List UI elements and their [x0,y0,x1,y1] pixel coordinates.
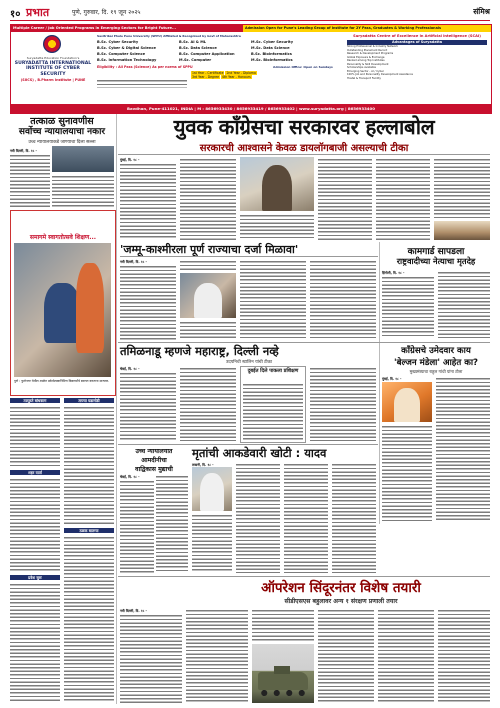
divider-left [116,114,117,704]
numbers-photo [192,467,232,511]
advantages-title: Advantages of Suryadatta [347,40,487,45]
main-body-col3 [240,213,314,240]
left-top-headline-1: तत्काळ सुनावणीस [30,116,94,127]
tn-body-col4 [310,366,376,441]
left-top-headline-2: सर्वोच्च न्यायालयाचा नकार [18,127,106,137]
jk-rule [120,256,378,257]
right1-body-col2 [438,270,490,338]
small-col-1 [10,398,60,703]
courses-left [97,39,175,63]
course-item: B.Sc. Computer Application [179,52,235,56]
main-body-col6 [434,157,490,219]
tn-inner-box-title: दुबईत दिले पाकला प्रशिक्षण [247,368,299,374]
ad-yellow-banner [243,25,491,32]
small-col-2-body [64,405,114,525]
main-body-col4 [318,157,372,240]
numbers-dateline: लखनौ, दि. १८ - [192,463,214,467]
course-item: B.Sc. Information Technology [97,58,157,62]
coe-title: Suryadatta Centre of Excellence in Artificial Intelligence (SCAI) [353,34,481,38]
oath-body-col1 [120,479,154,573]
small-col-5-title: प्रवेश सुरू [10,575,60,580]
oath-body-col2 [156,474,188,573]
numbers-body-col4 [332,462,376,573]
jk-headline: 'जम्मू-काश्मीरला पूर्ण राज्याचा दर्जा मिळावा' [120,243,299,256]
institute-sub: (SIICS) , B.Pharm Institute | PUNE [20,78,86,82]
ad-filler [97,78,187,88]
jk-body-col2 [180,259,236,271]
small-col-1-body [10,405,60,467]
main-photo-person [262,165,292,211]
numbers-body-col3 [284,462,328,573]
school-box-headline: समागमे स्वागतोत्सवे शिक्षण... [29,234,97,241]
paper-name: प्रभात [26,6,50,19]
left-top-body-2 [52,174,114,208]
main-headline: युवक काँग्रेसचा सरकारवर हल्लाबोल [173,115,435,139]
course-item: B.Sc. AI & ML [179,40,207,44]
sindoor-headline: ऑपरेशन सिंदूरनंतर विशेष तयारी [261,580,421,596]
main-body-col1 [120,162,176,240]
institute-logo [43,35,61,53]
small-col-5-body [10,582,60,703]
sindoor-body-col3 [252,608,314,642]
school-photo-caption: पुणे : फुलेनगर येथील शाळेत प्रवेशोत्सवानिमित्त विद्यार्थ्यांचे स्वागत करताना मान्यवर. [14,379,110,383]
year-item: 4th Year - Honours [222,75,251,80]
year-item: 3rd Year - Degree [192,75,220,80]
advantage-item: Outstanding Placement Record [347,48,388,52]
advantage-item: Scholarships Available [347,66,376,69]
small-col-3-title: शहर वार्ता [10,470,60,475]
tn-subhead: उदयनिधी स्टालिन यांची टीका [226,360,272,365]
right2-body-col2 [436,376,490,522]
vehicle-wheels [258,689,308,697]
right2-body-col1 [382,424,432,522]
oath-headline-3: वाद्विकास मुद्याची [135,466,173,473]
main-body-col5 [376,157,430,240]
course-item: B.Sc. Data Science [179,46,217,50]
small-col-1-title: तात्पुरते बांधकाम [10,398,60,403]
advantage-item: Global Exposure & Exchange [347,55,385,59]
date-line: पुणे, गुरुवार, दि. १९ जून २०२५ [72,9,141,16]
school-photo-adult [76,263,104,353]
course-item: B.Sc. Cyber & Digital Science [97,46,156,50]
oath-headline-1: उच्च न्यायालयात [135,448,173,455]
main-dateline: मुंबई, दि. १८ - [120,158,140,162]
sindoor-body-col2 [186,608,248,703]
course-item: M.Sc. Bioinformatics [251,58,293,62]
advantage-item: 100% Job and Personality Development Assistance [347,73,413,76]
main-photo [240,157,314,211]
ad-contact-bar [11,104,491,113]
tn-dateline: चेन्नई, दि. १८ - [120,367,140,371]
numbers-body-col2 [236,462,280,573]
divider-right [379,242,380,524]
jk-photo-person [194,283,222,318]
tn-inner-box [240,366,306,443]
small-col-2 [64,398,114,703]
course-item: B.Sc. Bioinformatics [251,52,292,56]
oath-dateline: चेन्नई, दि. १८ - [120,475,140,479]
advantages-list [347,45,487,80]
right1-headline-2: राष्ट्रवादीच्या नेत्याचा मृतदेह [396,256,476,266]
institute-name: SURYADATTA INTERNATIONAL INSTITUTE OF CYBER SECURITY [14,61,92,77]
school-photo [14,243,111,377]
vehicle-turret [274,666,290,674]
tn-inner-box-body [243,382,303,440]
advertisement [10,24,492,114]
jk-body-col3 [240,259,306,340]
ad-red-banner-text: Multiple Career / Job Oriented Programs in Emerging Sectors for Bright Future... [13,26,177,30]
year-item: 2nd Year - Diploma [226,71,256,75]
advantage-item: Research & Development Programs [347,52,394,55]
school-photo-child [44,283,80,343]
ad-right-panel [347,34,487,90]
main-body-col2 [180,157,236,240]
divider-h2 [118,444,378,445]
tn-body-col2 [180,366,236,441]
right2-photo-person [394,388,420,422]
page-number: १० [10,9,21,20]
small-col-4-body [64,535,114,703]
left-top-body [10,153,50,208]
vehicle-body [258,672,308,690]
small-col-3-body [10,477,60,572]
numbers-photo-person [200,473,224,511]
right2-headline-2: 'बेल्जन मंडेला' आहेत का? [393,358,479,368]
right2-photo [382,382,432,422]
right1-body-col1 [382,275,434,338]
course-item: M.Sc. Cyber Security [251,40,294,44]
left-top-subhead: उच्च न्यायालयाकडे जाण्याचा दिला सल्ला [28,140,96,145]
armoured-vehicle-photo [252,644,314,703]
left-top-dateline: नवी दिल्ली, दि. १८ - [10,149,37,153]
recognition-line: Suryadatta Education Foundation's [26,56,80,60]
course-item: B.Sc. Computer Science [97,52,146,56]
jk-photo [180,273,236,318]
right2-dateline: मुंबई, दि. १८ - [382,377,402,381]
main-rule [118,154,490,155]
sindoor-subhead: सीडीएसएस बहुलावर अन्य १ संरक्षण प्रणाली तयार [284,598,398,605]
numbers-body-col1 [192,513,232,573]
courses-right [251,39,331,63]
small-col-4-title: ठळक बातम्या [64,528,114,533]
eligibility: Eligibility : All Pass (Science) As per norms of SPPU [97,65,193,69]
courses-mid [179,39,249,63]
left-top-story [10,116,114,208]
right-top-photo [434,221,490,240]
jk-body-col1 [120,264,176,340]
course-item: B.Sc. Cyber Security [97,40,139,44]
right2-headline-1: काँग्रेसचे उमेदवार काय [401,346,471,356]
sindoor-body-col5 [378,608,434,703]
divider-h1 [118,342,490,343]
ad-red-banner [11,25,243,32]
jk-body-col4 [310,259,376,340]
year-item: 1st Year - Certificate [192,71,224,75]
tn-body-col1 [120,371,176,441]
admission-office: Admission Office: Open on Sundays [273,65,333,69]
jk-body-col2b [180,320,236,340]
court-photo [52,146,114,172]
tn-headline: तमिळनाडू म्हणजे महाराष्ट्र, दिल्ली नव्हे [120,344,279,358]
advantage-item: Ranked among Top Institutes [347,59,385,62]
sindoor-body-col6 [438,608,490,703]
advantage-item: Personality & Skill Development [347,62,389,66]
divider-h3 [118,576,490,577]
numbers-headline: मृतांची आकडेवारी खोटी : यादव [192,446,327,460]
sindoor-body-col4 [318,608,374,703]
advantage-item: Strong Professional & Industry Network [347,45,398,48]
small-col-2-title: ताज्या घडामोडी [64,398,114,403]
sindoor-dateline: नवी दिल्ली, दि. १८ - [120,609,147,613]
main-subhead: सरकारची आश्वासने केवळ डायलॉगबाजी असल्याची टीका [199,143,409,154]
advantage-item: Emerging Sector - AI / Cyber [347,69,384,73]
advantage-item: Hostel & Transport Facility [347,76,381,80]
masthead [10,6,490,21]
section-label: संमिश्र [473,7,490,16]
school-photo-box [10,210,116,396]
sindoor-body-col1 [120,613,182,703]
jk-dateline: नवी दिल्ली, दि. १८ - [120,260,147,264]
right1-dateline: हिंगोली, दि. १८ - [382,271,405,275]
course-item: M.Sc. Data Science [251,46,290,50]
mid-title: Savitribai Phule Pune University (SPPU) Affiliated & Recognised by Govt of Maharashtra [97,34,241,38]
right1-headline-1: कामगार्ड सापडला [407,247,465,257]
ad-yellow-banner-text: Admission Open for Pune's Leading Group of Institute for 2Y Pass, Graduates & Working Professionals [245,26,442,30]
course-item: M.Sc. Computer [179,58,212,62]
years-row [191,71,341,79]
left-bottom-section [10,398,114,703]
right2-subhead: मुख्यमंत्र्याचा राहुल गांधी यांना टोला [409,369,463,374]
oath-headline-2: आमदीनीचा [141,457,167,464]
ad-contact: Bavdhan, Pune-411021, INDIA | M : 8656933430 / 8656933419 / 8656933402 | www.suryadatta.org | 8656933400 [127,106,375,111]
